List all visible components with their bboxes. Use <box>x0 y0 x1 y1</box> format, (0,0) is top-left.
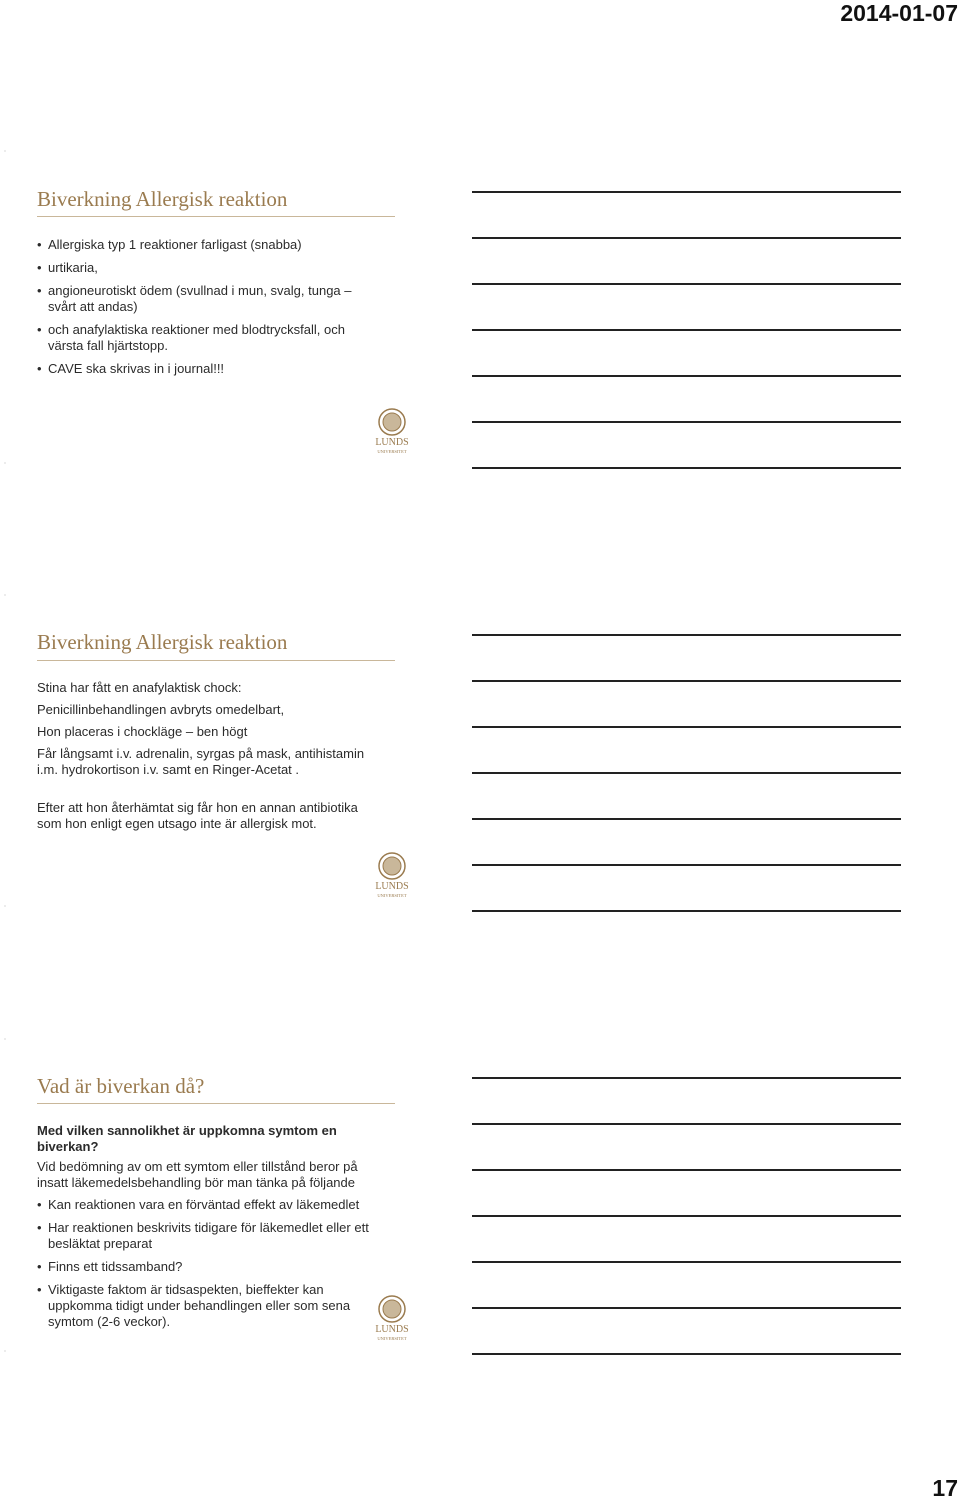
slide-title: Biverkning Allergisk reaktion <box>37 630 288 654</box>
note-line <box>472 910 901 912</box>
note-line <box>472 634 901 636</box>
note-line <box>472 375 901 377</box>
bullet-icon: • <box>37 237 42 252</box>
svg-text:LUNDS: LUNDS <box>375 881 409 892</box>
svg-text:UNIVERSITET: UNIVERSITET <box>377 1336 407 1341</box>
note-line <box>472 237 901 239</box>
slide-body <box>37 1123 382 1337</box>
svg-text:UNIVERSITET: UNIVERSITET <box>377 449 407 454</box>
bullet-list <box>37 1197 382 1330</box>
svg-text:UNIVERSITET: UNIVERSITET <box>377 893 407 898</box>
note-line <box>472 818 901 820</box>
title-divider <box>37 216 395 217</box>
note-line <box>472 1077 901 1079</box>
slide-title: Biverkning Allergisk reaktion <box>37 187 288 211</box>
note-line <box>472 1261 901 1263</box>
paragraph: Stina har fått en anafylaktisk chock: <box>37 680 242 695</box>
note-line <box>472 191 901 193</box>
bullet-list <box>37 237 382 377</box>
speck <box>4 1038 6 1040</box>
note-line <box>472 329 901 331</box>
note-line <box>472 1123 901 1125</box>
paragraph: Vid bedömning av om ett symtom eller tillstånd beror på insatt läkemedelsbehandling bör man tänka på följande <box>37 1159 358 1190</box>
note-line <box>472 1215 901 1217</box>
list-item: • och anafylaktiska reaktioner med blodtrycksfall, och värsta fall hjärtstopp. <box>37 322 345 353</box>
slide-title: Vad är biverkan då? <box>37 1074 205 1098</box>
note-line <box>472 421 901 423</box>
title-divider <box>37 660 395 661</box>
bullet-icon: • <box>37 361 42 376</box>
slide-body <box>37 680 382 838</box>
speck <box>4 594 6 596</box>
notes-lines <box>472 1077 901 1355</box>
note-line <box>472 772 901 774</box>
list-item: • Kan reaktionen vara en förväntad effekt av läkemedlet <box>37 1197 360 1212</box>
bullet-icon: • <box>37 1220 42 1235</box>
list-item: • CAVE ska skrivas in i journal!!! <box>37 361 225 376</box>
paragraph: Får långsamt i.v. adrenalin, syrgas på mask, antihistamin i.m. hydrokortison i.v. samt en Ringer-Acetat . <box>37 746 365 777</box>
bullet-icon: • <box>37 1197 42 1212</box>
list-item: • Viktigaste faktom är tidsaspekten, bieffekter kan uppkomma tidigt under behandlingen eller som sena symtom (2-6 veckor). <box>37 1282 351 1329</box>
university-seal-icon <box>372 852 412 900</box>
speck <box>4 905 6 907</box>
speck <box>4 1350 6 1352</box>
speck <box>4 150 6 152</box>
list-item: • Allergiska typ 1 reaktioner farligast (snabba) <box>37 237 302 252</box>
note-line <box>472 680 901 682</box>
list-item: • Har reaktionen beskrivits tidigare för läkemedlet eller ett besläktat preparat <box>37 1220 369 1251</box>
paragraph: Efter att hon återhämtat sig får hon en annan antibiotika som hon enligt egen utsago inte är allergisk mot. <box>37 800 358 831</box>
list-item: • angioneurotiskt ödem (svullnad i mun, svalg, tunga – svårt att andas) <box>37 283 352 314</box>
bullet-icon: • <box>37 322 42 337</box>
document-date: 2014-01-07 <box>840 0 958 26</box>
slide-subheading: Med vilken sannolikhet är uppkomna symtom en biverkan? <box>37 1123 337 1154</box>
note-line <box>472 467 901 469</box>
list-item: • urtikaria, <box>37 260 98 275</box>
bullet-icon: • <box>37 260 42 275</box>
bullet-icon: • <box>37 1282 42 1297</box>
note-line <box>472 864 901 866</box>
note-line <box>472 283 901 285</box>
note-line <box>472 1169 901 1171</box>
svg-text:LUNDS: LUNDS <box>375 437 409 448</box>
university-seal-icon <box>372 408 412 456</box>
speck <box>4 462 6 464</box>
page-number: 17 <box>932 1475 958 1501</box>
bullet-icon: • <box>37 283 42 298</box>
paragraph: Hon placeras i chockläge – ben högt <box>37 724 248 739</box>
note-line <box>472 1353 901 1355</box>
slide-body <box>37 237 382 384</box>
paragraph: Penicillinbehandlingen avbryts omedelbart, <box>37 702 285 717</box>
note-line <box>472 1307 901 1309</box>
title-divider <box>37 1103 395 1104</box>
note-line <box>472 726 901 728</box>
notes-lines <box>472 191 901 469</box>
notes-lines <box>472 634 901 912</box>
svg-text:LUNDS: LUNDS <box>375 1324 409 1335</box>
bullet-icon: • <box>37 1259 42 1274</box>
list-item: • Finns ett tidssamband? <box>37 1259 183 1274</box>
university-seal-icon <box>372 1295 412 1343</box>
